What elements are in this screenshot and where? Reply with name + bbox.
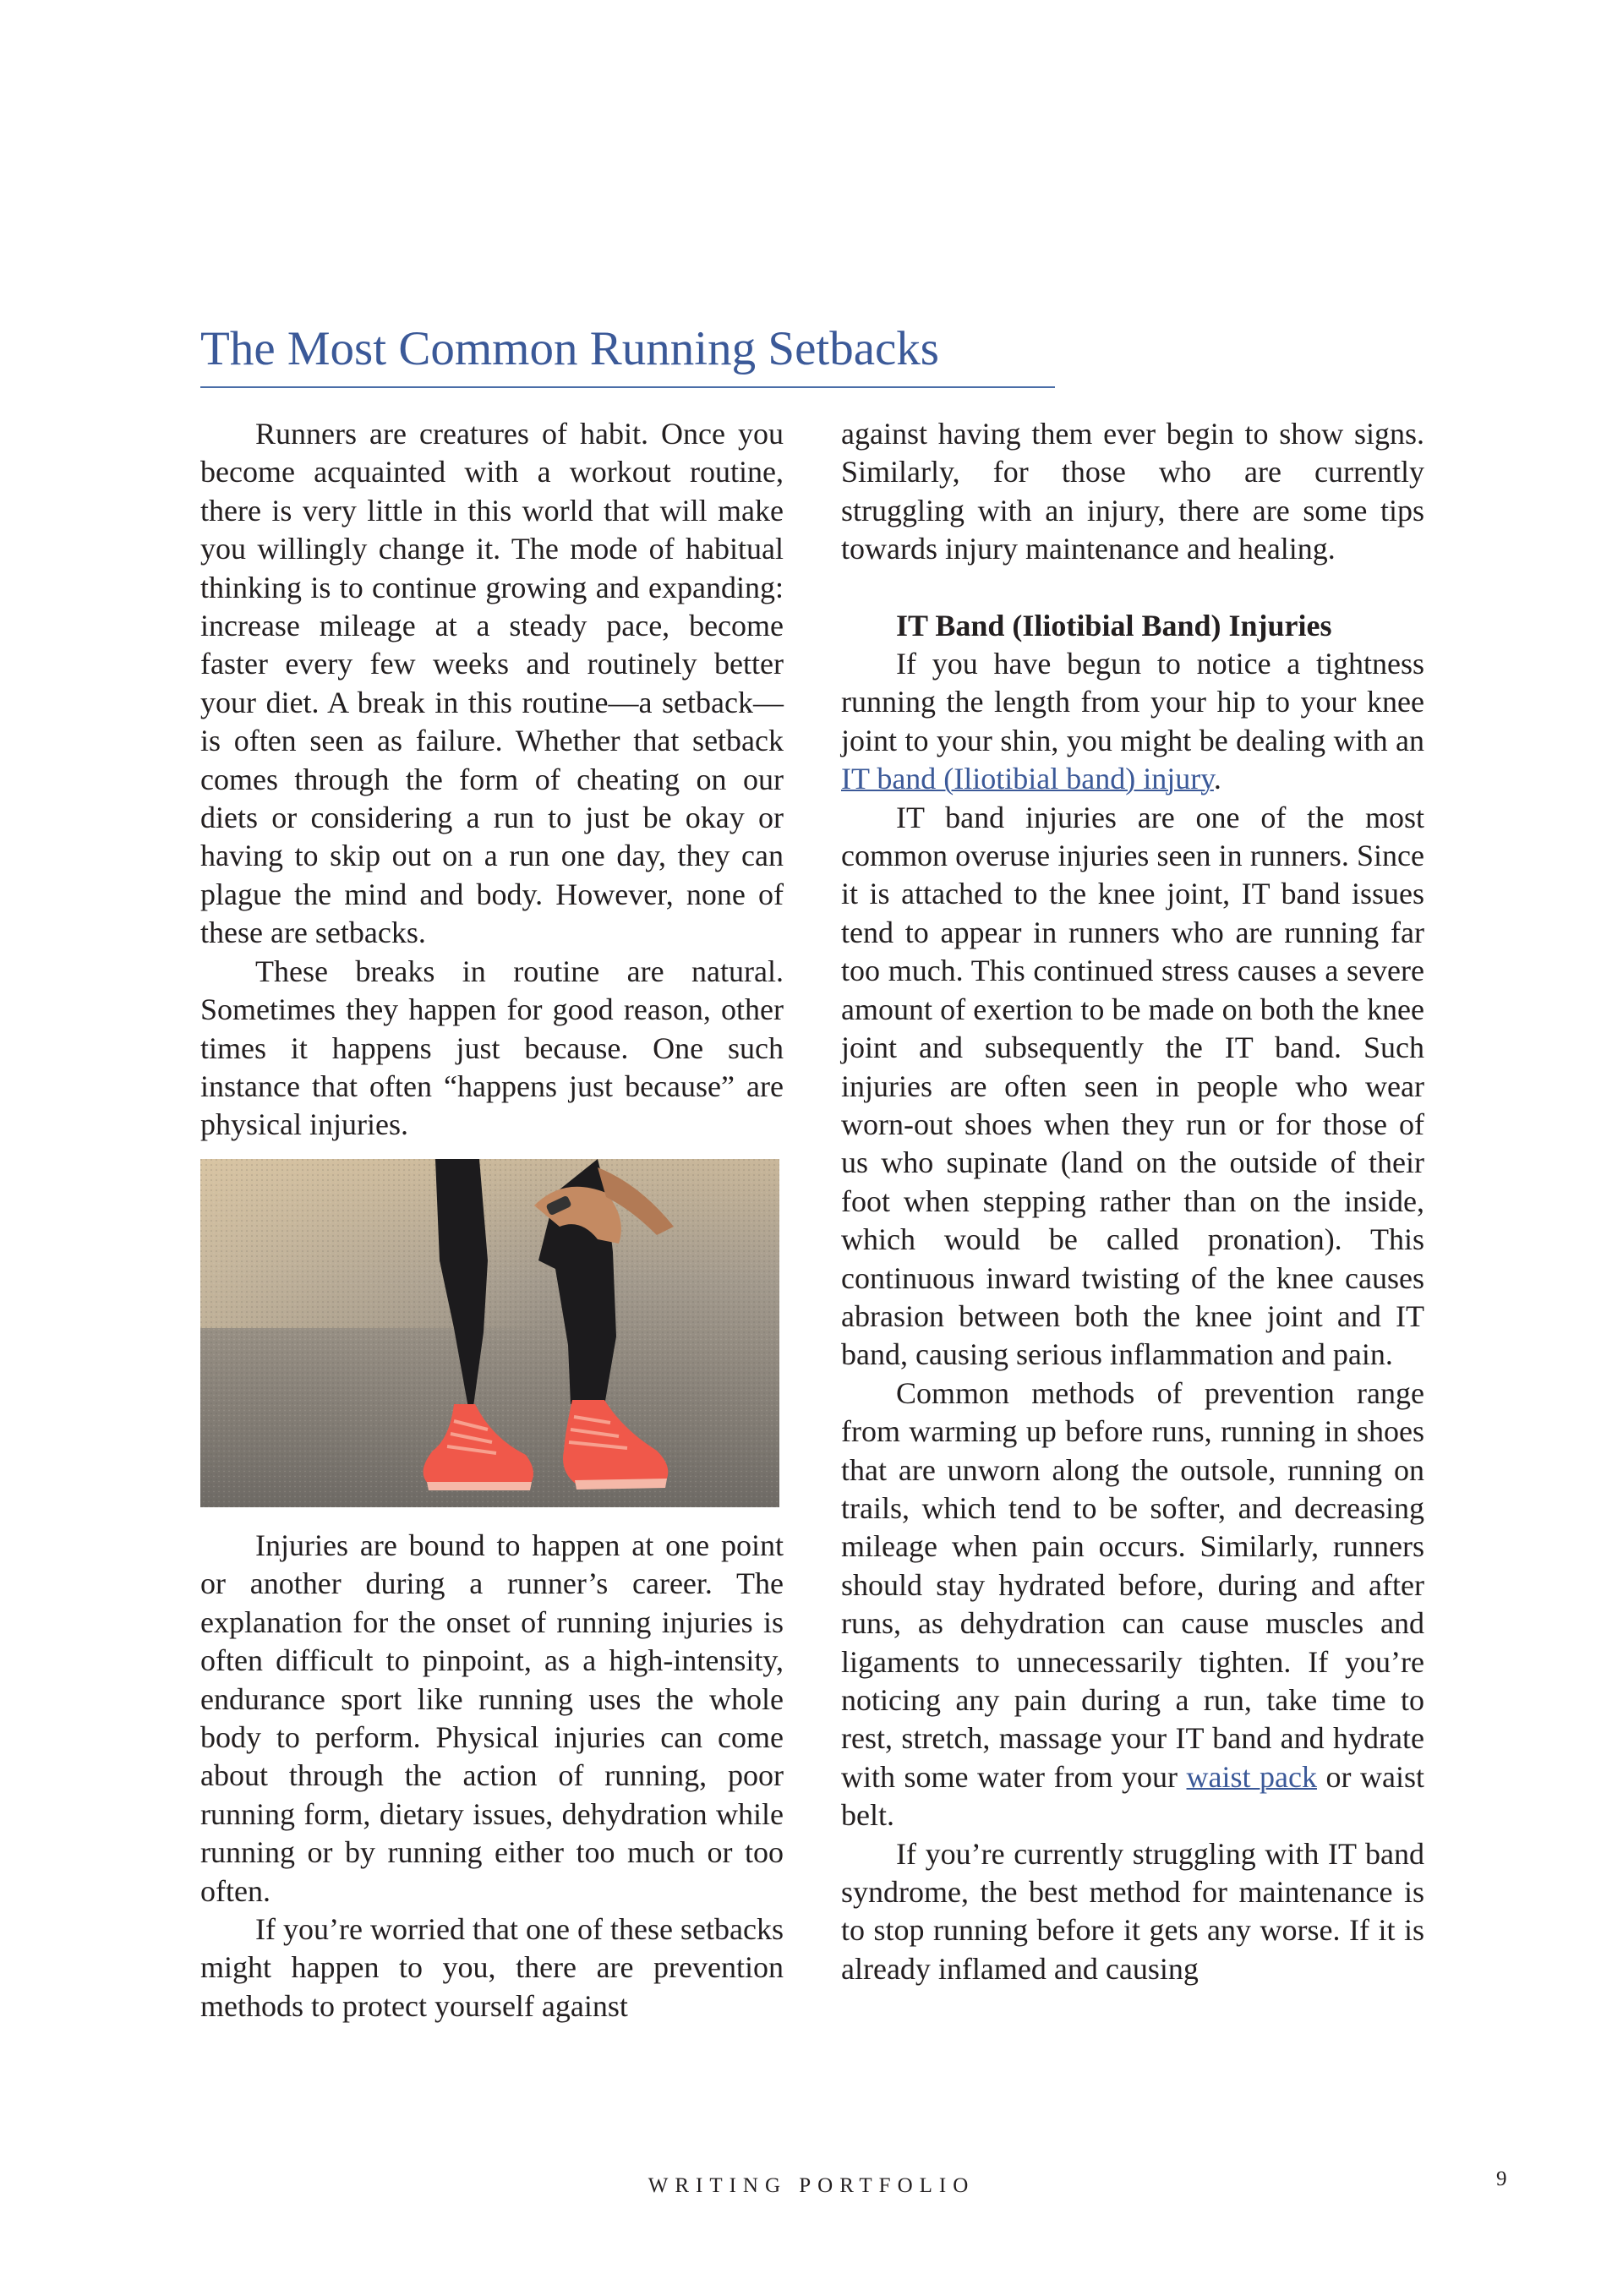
runner-knee-photo <box>200 1159 779 1507</box>
it-band-injury-link[interactable]: IT band (Iliotibial band) injury <box>841 762 1214 796</box>
left-column-bottom <box>200 1527 784 2025</box>
waist-pack-link[interactable]: waist pack <box>1186 1759 1317 1794</box>
right-column <box>841 415 1424 1988</box>
prevention-paragraph: If you’re worried that one of these setbacks might happen to you, there are prevention methods to protect yourself against <box>200 1912 784 2023</box>
it-band-intro-end: . <box>1213 762 1221 796</box>
maintenance-paragraph: If you’re currently struggling with IT band syndrome, the best method for maintenance is to stop running before it gets any worse. If it is already inflamed and causing <box>841 1836 1424 1986</box>
overuse-paragraph: IT band injuries are one of the most common overuse injuries seen in runners. Since it is attached to the knee joint, IT band issues tend to appear in runners who are running far too much. This continued stress causes a severe amount of exertion to be made on both the knee joint and subsequently the IT band. Such injuries are often seen in people who wear worn-out shoes when they run or for those of us who supinate (land on the outside of their foot when stepping rather than on the inside, which would be called pronation). This continuous inward twisting of the knee causes abrasion between both the knee joint and IT band, causing serious inflammation and pain. <box>841 800 1424 1372</box>
left-column-top <box>200 415 784 1145</box>
intro-paragraph: Runners are creatures of habit. Once you become acquainted with a workout routine, there is very little in this world that will make you willingly change it. The mode of habitual thinking is to continue growing and expanding: increase mileage at a steady pace, become faster every few weeks and routinely better your diet. A break in this routine—a setback—is often seen as failure. Whether that setback comes through the form of cheating on our diets or considering a run to just be okay or having to skip out on a run one day, they can plague the mind and body. However, none of these are setbacks. <box>200 417 784 950</box>
injuries-paragraph: Injuries are bound to happen at one point or another during a runner’s career. The explanation for the onset of running injuries is often difficult to pinpoint, as a high-intensity, endurance sport like running uses the whole body to perform. Physical injuries can come about through the action of running, poor running form, dietary issues, dehydration while running or by running either too much or too often. <box>200 1528 784 1908</box>
continuation-paragraph: against having them ever begin to show signs. Similarly, for those who are currently struggling with an injury, there are some tips towards injury maintenance and healing. <box>841 417 1424 566</box>
section-spacer <box>841 569 1424 607</box>
prevention-methods-paragraph <box>841 1375 1424 1835</box>
it-band-intro-text: If you have begun to notice a tightness running the length from your hip to your knee joint to your shin, you might be dealing with an <box>841 647 1424 757</box>
prevention-methods-text: Common methods of prevention range from warming up before runs, running in shoes that are unworn along the outsole, running on trails, which tend to be softer, and decreasing mileage when pain occurs. Similarly, runners should stay hydrated before, during and after runs, as dehydration can cause muscles and ligaments to unnecessarily tighten. If you’re noticing any pain during a run, take time to rest, stretch, massage your IT band and hydrate with some water from your <box>841 1375 1424 1794</box>
breaks-paragraph: These breaks in routine are natural. Sometimes they happen for good reason, other times it happens just because. One such instance that often “happens just because” are physical injuries. <box>200 954 784 1142</box>
prevention-methods-end: or waist belt. <box>841 1759 1425 1833</box>
page-number: 9 <box>1496 2168 1507 2190</box>
footer-label: WRITING PORTFOLIO <box>648 2174 975 2197</box>
it-band-intro-paragraph <box>841 645 1424 799</box>
it-band-subheading: IT Band (Iliotibial Band) Injuries <box>896 608 1332 642</box>
page-title: The Most Common Running Setbacks <box>200 315 1055 388</box>
runner-knee-illustration <box>200 1159 779 1507</box>
